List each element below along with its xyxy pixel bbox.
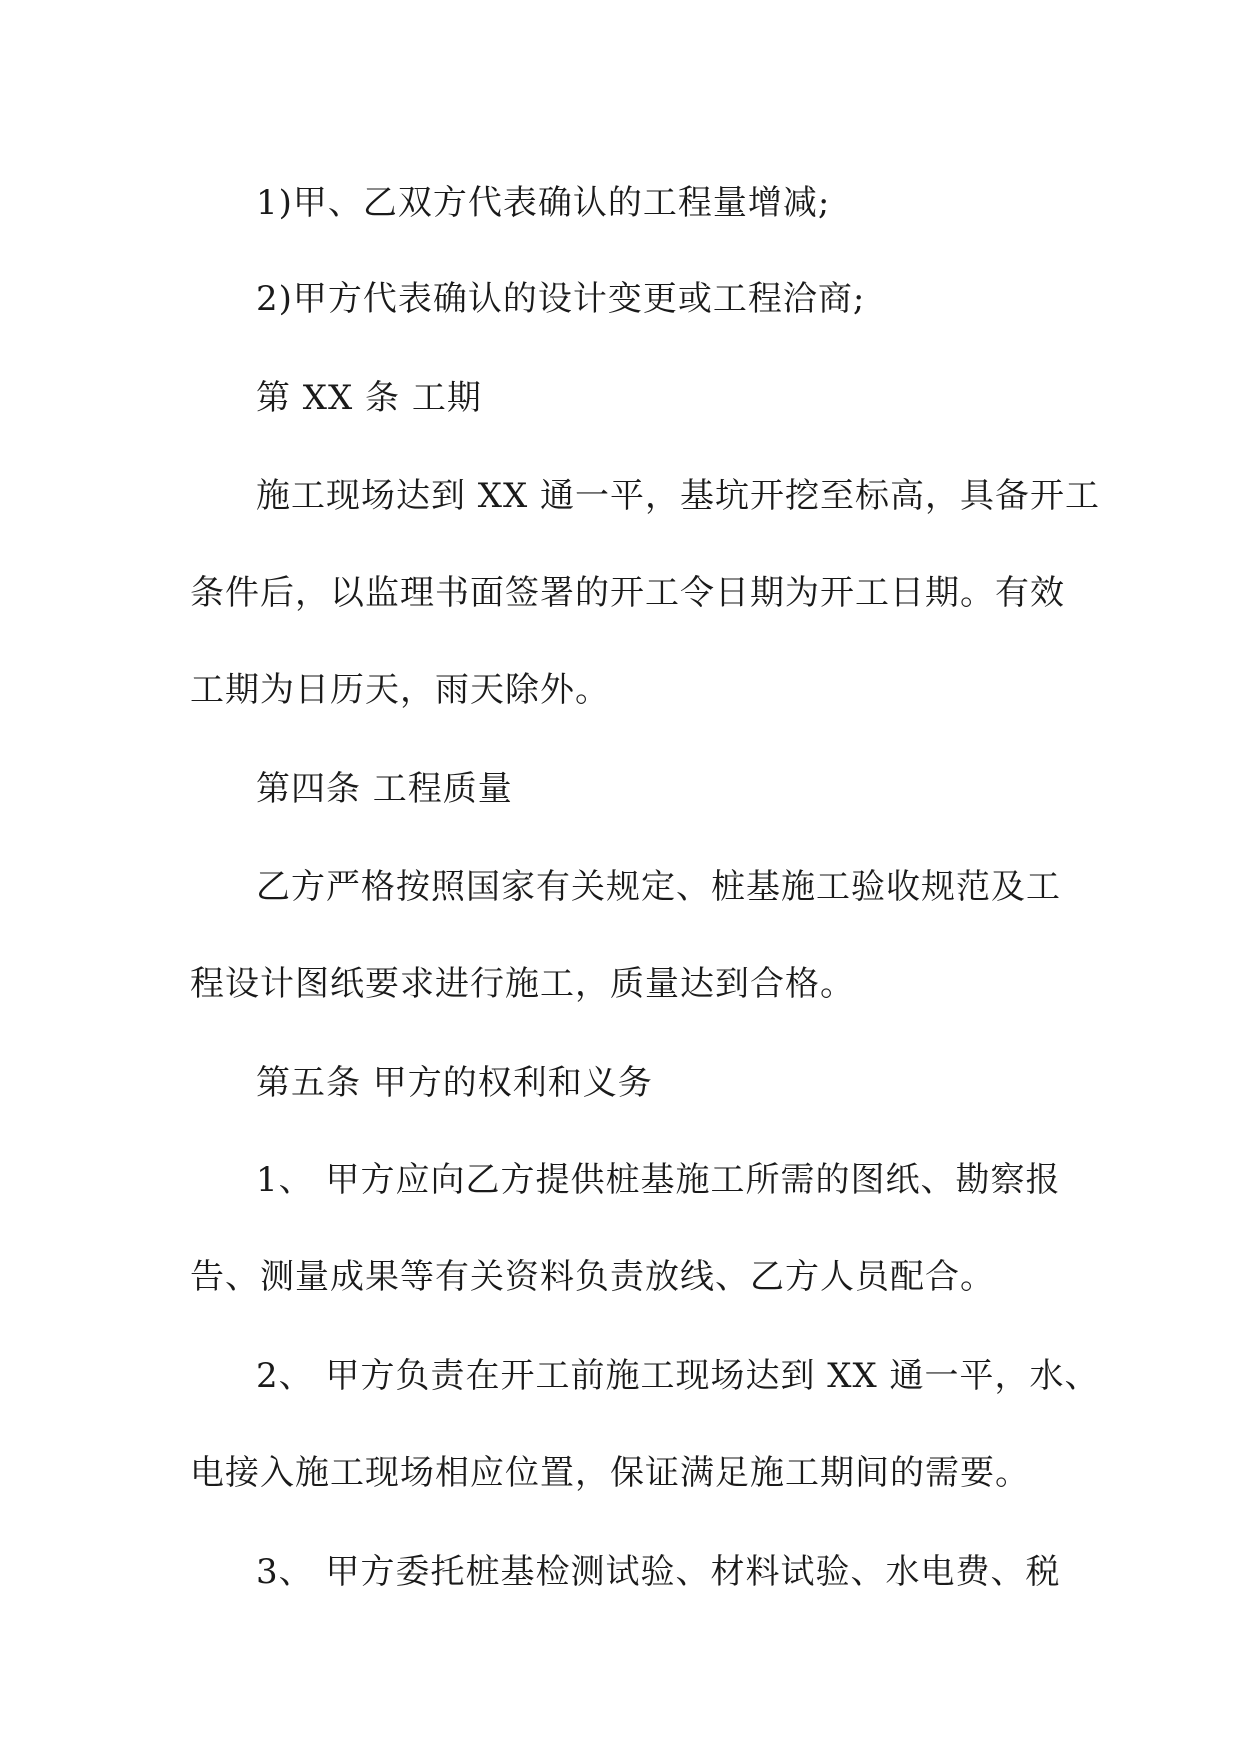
section-heading-schedule: 第 XX 条 工期 xyxy=(256,378,482,418)
list-item: 2、 甲方负责在开工前施工现场达到 XX 通一平，水、 xyxy=(256,1356,1100,1396)
list-item: 3、 甲方委托桩基检测试验、材料试验、水电费、税 xyxy=(256,1552,1061,1592)
paragraph-line: 程设计图纸要求进行施工，质量达到合格。 xyxy=(190,964,855,1004)
section-heading-party-a: 第五条 甲方的权利和义务 xyxy=(256,1063,653,1103)
section-heading-quality: 第四条 工程质量 xyxy=(256,769,513,809)
paragraph-line: 乙方严格按照国家有关规定、桩基施工验收规范及工 xyxy=(256,867,1061,907)
paragraph-line: 施工现场达到 XX 通一平，基坑开挖至标高，具备开工 xyxy=(256,476,1101,516)
paragraph-line: 电接入施工现场相应位置，保证满足施工期间的需要。 xyxy=(190,1453,1030,1493)
paragraph-line: 告、测量成果等有关资料负责放线、乙方人员配合。 xyxy=(190,1257,995,1297)
paragraph-line: 工期为日历天，雨天除外。 xyxy=(190,670,610,710)
list-item: 1、 甲方应向乙方提供桩基施工所需的图纸、勘察报 xyxy=(256,1160,1061,1200)
clause-item-1: 1)甲、乙双方代表确认的工程量增减; xyxy=(256,183,831,223)
clause-item-2: 2)甲方代表确认的设计变更或工程洽商; xyxy=(256,279,866,319)
paragraph-line: 条件后，以监理书面签署的开工令日期为开工日期。有效 xyxy=(190,573,1065,613)
